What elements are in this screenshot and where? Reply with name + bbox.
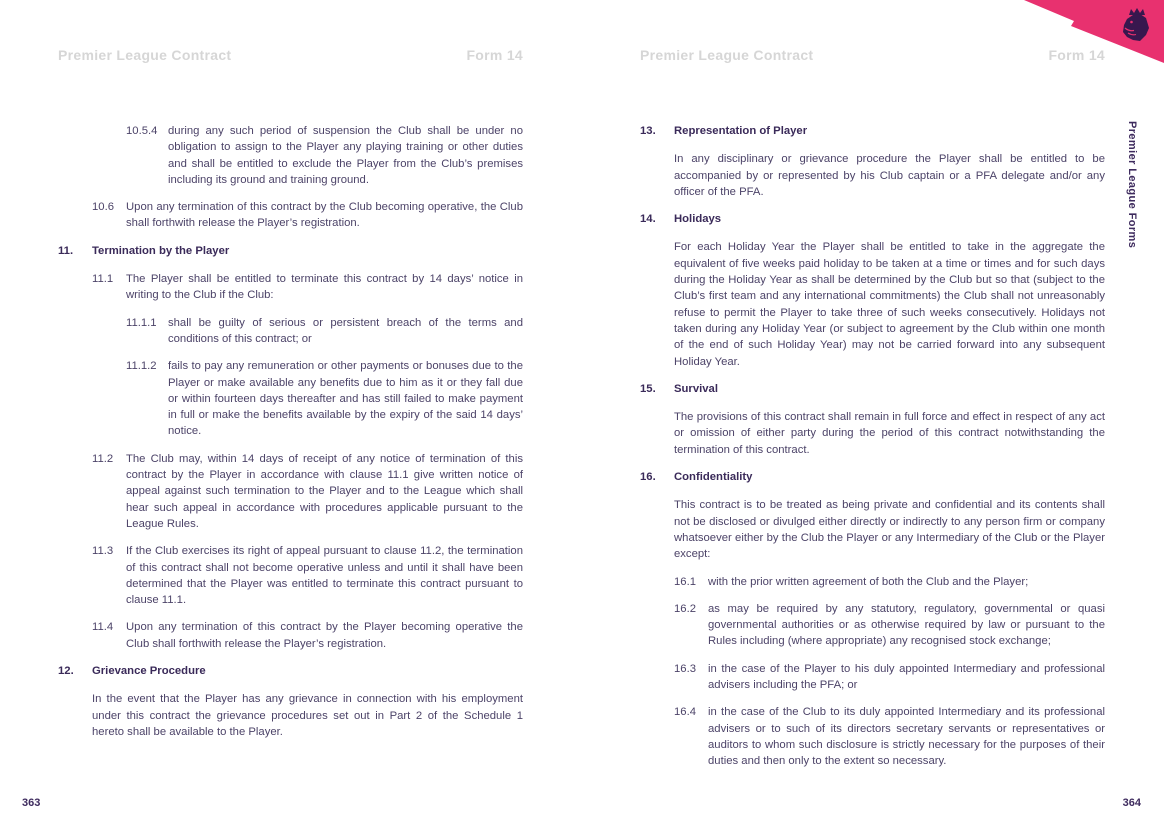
- page-right: [582, 0, 1164, 826]
- clause-paragraph: [92, 691, 523, 740]
- form-number: Form 14: [1048, 47, 1105, 63]
- clause-number: 11.: [58, 244, 74, 257]
- clause-text: The Player shall be entitled to terminate this contract by 14 days’ notice in writing to the Club if the Club:: [126, 273, 523, 302]
- clause-number: 16.: [640, 471, 656, 484]
- clause-text: in the case of the Club to its duly appointed Intermediary and its professional advisers or to such of its directors secretary servants or representatives or auditors to whom such disclosure is strictly necessary for the purposes of their duties and then only to the extent so necessary.: [708, 706, 1105, 768]
- clause-number: 11.2: [92, 452, 114, 465]
- clause-text: Termination by the Player: [92, 244, 230, 257]
- vertical-tab-label: Premier League Forms: [1126, 121, 1138, 249]
- clause-paragraph: [674, 151, 1105, 200]
- document-title: Premier League Contract: [58, 47, 232, 63]
- clause-text: Upon any termination of this contract by the Club becoming operative, the Club shall forthwith release the Player’s registration.: [126, 201, 523, 230]
- page-number: 364: [1122, 797, 1141, 809]
- clause-paragraph: [126, 315, 523, 348]
- clause-paragraph: [674, 601, 1105, 650]
- corner-banner: [1000, 0, 1164, 70]
- clause-paragraph: [126, 358, 523, 439]
- clause-paragraph: [674, 239, 1105, 369]
- clause-paragraph: [674, 409, 1105, 458]
- clause-number: 10.6: [92, 201, 114, 214]
- clause-number: 11.1: [92, 273, 114, 286]
- clause-number: 16.2: [674, 602, 696, 615]
- clause-text: Upon any termination of this contract by the Player becoming operative the Club shall forthwith release the Player’s registration.: [126, 621, 523, 650]
- clause-text: Survival: [674, 382, 718, 395]
- clause-text: Holidays: [674, 213, 722, 226]
- clause-text: The Club may, within 14 days of receipt of any notice of termination of this contract by the Player in accordance with clause 11.1 give written notice of appeal against such termination to the Player and to the League which shall hear such appeal in accordance with procedures applicable pursuant to the League Rules.: [126, 452, 523, 530]
- document-title: Premier League Contract: [640, 47, 814, 63]
- form-number: Form 14: [466, 47, 523, 63]
- clause-text: with the prior written agreement of both the Club and the Player;: [708, 575, 1029, 588]
- clause-paragraph: [92, 451, 523, 532]
- contract-clauses: [582, 123, 1164, 781]
- clause-heading: [640, 469, 1105, 485]
- clause-number: 13.: [640, 125, 656, 137]
- clause-text: Confidentiality: [674, 471, 753, 484]
- page-header: [58, 47, 523, 63]
- clause-text: Representation of Player: [674, 125, 808, 137]
- clause-text: as may be required by any statutory, regulatory, governmental or quasi governmental authorities or as otherwise required by law or pursuant to the Rules including (where appropriate) any recognised stock exchange;: [708, 602, 1105, 648]
- clause-text: The provisions of this contract shall remain in full force and effect in respect of any act or omission of either party during the period of this contract notwithstanding the termination of this contract.: [674, 411, 1105, 456]
- clause-text: This contract is to be treated as being private and confidential and its contents shall not be disclosed or divulged either directly or indirectly to any person firm or company whatsoever either by the Club the Player or any Intermediary of the Club or the Player except:: [674, 499, 1105, 561]
- clause-number: 11.1.2: [126, 360, 157, 373]
- clause-number: 16.1: [674, 575, 696, 588]
- clause-number: 11.3: [92, 545, 114, 558]
- clause-text: In the event that the Player has any grievance in connection with his employment under this contract the grievance procedures set out in Part 2 of the Schedule 1 hereto shall be available to the Player.: [92, 693, 523, 738]
- clause-heading: [58, 663, 523, 679]
- clause-paragraph: [674, 704, 1105, 769]
- clause-heading: [58, 243, 523, 259]
- clause-number: 12.: [58, 665, 74, 678]
- clause-heading: [640, 381, 1105, 397]
- clause-number: 11.4: [92, 621, 114, 634]
- clause-text: in the case of the Player to his duly appointed Intermediary and professional advisers including the PFA; or: [708, 662, 1105, 692]
- clause-number: 15.: [640, 382, 656, 395]
- clause-paragraph: [92, 199, 523, 232]
- clause-text: If the Club exercises its right of appeal pursuant to clause 11.2, the termination of this contract shall not become operative unless and until it shall have been determined that the Player was entitled to terminate this contract pursuant to clause 11.1.: [126, 545, 523, 607]
- clause-number: 14.: [640, 213, 656, 226]
- clause-paragraph: [126, 123, 523, 188]
- clause-heading: [640, 123, 1105, 139]
- clause-paragraph: [674, 661, 1105, 694]
- clause-number: 16.3: [674, 662, 696, 675]
- page-number: 363: [22, 797, 41, 809]
- clause-text: fails to pay any remuneration or other payments or bonuses due to the Player or make available any benefits due to him as it or they fall due or within fourteen days thereafter and has still failed to make payment in full or make the benefits available by the expiry of the said 14 days’ notice.: [168, 360, 523, 438]
- clause-heading: [640, 211, 1105, 227]
- clause-paragraph: [92, 271, 523, 304]
- clause-text: during any such period of suspension the Club shall be under no obligation to assign to the Player any playing training or other duties and shall be entitled to exclude the Player from the Club’s premises including its ground and training ground.: [168, 125, 523, 186]
- clause-paragraph: [92, 619, 523, 652]
- clause-paragraph: [92, 543, 523, 608]
- contract-clauses: [0, 123, 582, 751]
- clause-text: In any disciplinary or grievance procedure the Player shall be entitled to be accompanied by or represented by his Club captain or a PFA delegate and/or any officer of the PFA.: [674, 153, 1105, 198]
- clause-paragraph: [674, 574, 1105, 590]
- clause-paragraph: [674, 497, 1105, 562]
- clause-text: For each Holiday Year the Player shall be entitled to take in the aggregate the equivalent of five weeks paid holiday to be taken at a time or times and for such days during the Holiday Year as shall be determined by the Club but so that (subject to the Club’s first team and any international commitments) the Club shall not unreasonably refuse to permit the Player to take three of such weeks consecutively. Holidays not taken during any Holiday Year (or subject to agreement by the Club within one month of the end of such Holiday Year) may not be carried forward into any subsequent Holiday Year.: [674, 241, 1105, 368]
- clause-number: 10.5.4: [126, 125, 158, 137]
- clause-text: Grievance Procedure: [92, 665, 206, 678]
- clause-number: 16.4: [674, 706, 696, 719]
- clause-number: 11.1.1: [126, 316, 157, 329]
- clause-text: shall be guilty of serious or persistent breach of the terms and conditions of this contract; or: [168, 316, 523, 345]
